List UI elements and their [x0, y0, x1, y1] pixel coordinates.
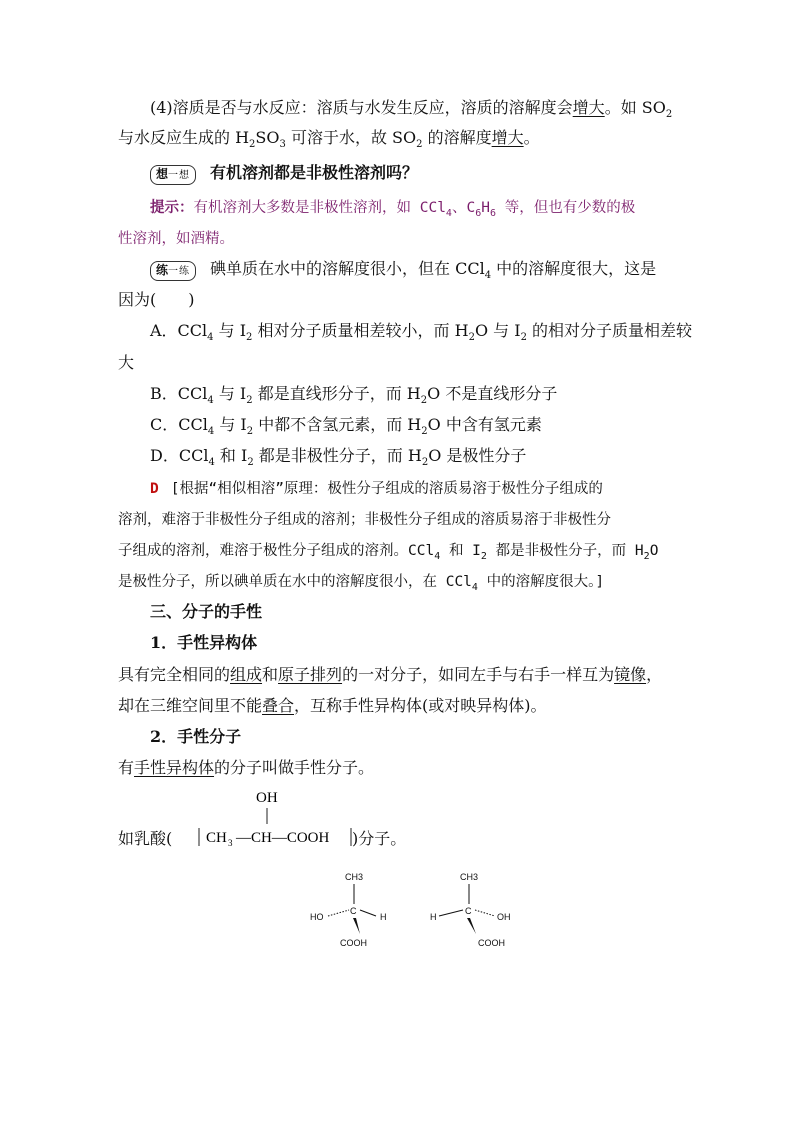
text: 子组成的溶剂，难溶于极性分子组成的溶剂。CCl	[118, 543, 435, 559]
subscript: 2	[246, 426, 254, 438]
text: 。如 SO	[604, 98, 666, 117]
paragraph-4-line1	[150, 97, 672, 119]
text: (4)溶质是否与水反应：溶质与水发生反应，溶质的溶解度会	[150, 98, 573, 117]
subscript: 2	[468, 332, 475, 344]
subscript: 2	[246, 332, 253, 344]
practice-badge	[150, 261, 196, 281]
subscript: 2	[643, 550, 650, 562]
think-badge	[150, 165, 196, 185]
text: 和 I	[214, 446, 248, 465]
option-a-line1	[150, 320, 692, 342]
underlined-term: 增大	[491, 128, 524, 147]
text: 都是非极性分子，而 H	[486, 543, 644, 559]
option-c	[150, 414, 542, 436]
lactic-pre: 如乳酸(	[118, 829, 173, 848]
lactic-acid-formula	[196, 786, 356, 858]
text: 和	[262, 665, 279, 684]
subscript: 4	[434, 550, 441, 562]
text: 碘单质在水中的溶解度很小，但在 CCl	[210, 259, 485, 278]
answer-letter: D	[150, 481, 159, 497]
left-ch3: CH3	[345, 872, 364, 882]
section-heading: 三、分子的手性	[150, 602, 263, 621]
right-oh: OH	[497, 912, 511, 922]
text: 都是非极性分子，而 H	[253, 446, 422, 465]
text: 与 I	[213, 321, 247, 340]
underlined-term: 组成	[230, 665, 263, 684]
text: 的溶解度	[422, 128, 492, 147]
text: 中都不含氢元素，而 H	[253, 415, 422, 434]
text: 。	[523, 128, 540, 147]
subscript: 2	[421, 426, 428, 438]
text: O 与 I	[474, 321, 521, 340]
formula-chain: —CH—COOH	[236, 830, 330, 846]
text: 中的溶解度很大，这是	[491, 259, 657, 278]
right-hashed-bond	[475, 910, 495, 916]
text: 等，但也有少数的极	[495, 200, 636, 216]
text: A．CCl	[150, 321, 208, 340]
left-hashed-bond	[328, 910, 349, 916]
text: 有	[118, 758, 135, 777]
subscript: 6	[489, 207, 496, 219]
text: D．CCl	[150, 446, 209, 465]
left-ho: HO	[310, 912, 324, 922]
chiral-isomer-line1	[118, 664, 662, 686]
badge-key: 想	[156, 167, 169, 181]
left-c: C	[350, 906, 357, 916]
text: 中的溶解度很大。]	[477, 574, 605, 590]
text: 可溶于水，故 SO	[285, 128, 417, 147]
badge-key: 练	[156, 263, 169, 277]
hint-text	[193, 200, 636, 219]
think-question: 有机溶剂都是非极性溶剂吗？	[210, 163, 419, 182]
chiral-isomer-line2	[118, 695, 547, 717]
badge-rest: 一练	[168, 266, 191, 277]
right-wedge-bond	[467, 918, 476, 934]
subsection-2-title: 2．手性分子	[150, 727, 242, 746]
think-question-line	[150, 162, 418, 185]
text: 与 I	[213, 384, 247, 403]
subscript: 2	[520, 332, 527, 344]
chiral-molecule-def	[118, 757, 374, 779]
text: O 不是直线形分子	[427, 384, 558, 403]
underlined-term: 镜像	[614, 665, 647, 684]
text: C．CCl	[150, 415, 208, 434]
option-d	[150, 445, 526, 467]
underlined-term: 叠合	[262, 696, 295, 715]
left-h: H	[380, 912, 387, 922]
text: [根据“相似相溶”原理：极性分子组成的溶质易溶于极性分子组成的	[170, 481, 603, 497]
left-wedge-bond	[353, 918, 360, 934]
explanation-line2: 溶剂，难溶于非极性分子组成的溶剂；非极性分子组成的溶质易溶于非极性分	[118, 512, 611, 528]
explanation-line1	[150, 478, 603, 500]
subscript: 4	[207, 332, 214, 344]
text: 具有完全相同的	[118, 665, 231, 684]
subscript: 4	[207, 395, 214, 407]
badge-rest: 一想	[168, 170, 191, 181]
text: O	[649, 543, 659, 559]
formula-ch: CH	[206, 830, 227, 846]
text: 和 I	[440, 543, 481, 559]
text: H	[481, 200, 490, 216]
left-cooh: COOH	[340, 938, 367, 948]
right-cooh: COOH	[478, 938, 505, 948]
subscript: 2	[416, 139, 423, 151]
paragraph-4-line2	[118, 127, 540, 149]
underlined-term: 原子排列	[278, 665, 343, 684]
underlined-term: 手性异构体	[134, 758, 215, 777]
underlined-term: 增大	[572, 98, 605, 117]
right-bond-h	[439, 910, 463, 916]
explanation-line3	[118, 540, 658, 562]
option-b	[150, 383, 557, 405]
text: SO	[255, 128, 280, 147]
text: 都是直线形分子，而 H	[252, 384, 421, 403]
text: 的一对分子，如同左手与右手一样互为	[342, 665, 615, 684]
text: 的相对分子质量相差较	[526, 321, 693, 340]
hint-line2: 性溶剂，如酒精。	[118, 231, 234, 247]
practice-stem-line2: 因为( )	[118, 290, 195, 309]
subscript: 4	[208, 457, 215, 469]
text: B．CCl	[150, 384, 208, 403]
hint-label: 提示：	[150, 200, 194, 216]
explanation-line4	[118, 571, 604, 593]
text: 相对分子质量相差较小，而 H	[252, 321, 469, 340]
enantiomer-diagrams	[300, 868, 520, 950]
option-a-line2: 大	[118, 353, 135, 372]
text: O 中含有氢元素	[427, 415, 542, 434]
subscript: 2	[246, 395, 253, 407]
right-h: H	[430, 912, 437, 922]
formula-oh: OH	[256, 790, 278, 806]
subscript: 6	[475, 207, 482, 219]
subscript: 4	[207, 426, 215, 438]
subscript: 4	[445, 207, 452, 219]
text: 与 I	[214, 415, 247, 434]
formula-sub3: 3	[228, 838, 233, 848]
text: 是极性分子，所以碘单质在水中的溶解度很小，在 CCl	[118, 574, 472, 590]
subscript: 4	[484, 270, 492, 282]
hint-line1	[150, 197, 635, 219]
text: 、C	[451, 200, 476, 216]
subscript: 4	[471, 581, 478, 593]
practice-stem-line1	[150, 258, 656, 281]
text: 与水反应生成的 H	[118, 128, 250, 147]
subsection-1-title: 1．手性异构体	[150, 633, 258, 652]
subscript: 2	[249, 139, 256, 151]
text: 有机溶剂大多数是非极性溶剂，如 CCl	[193, 200, 446, 216]
left-bond-h	[360, 910, 376, 916]
subscript: 2	[247, 457, 254, 469]
lactic-post: )分子。	[352, 829, 407, 848]
subscript: 2	[480, 550, 487, 562]
subscript: 2	[420, 395, 428, 407]
text: 却在三维空间里不能	[118, 696, 263, 715]
subscript: 3	[279, 139, 286, 151]
right-c: C	[465, 906, 472, 916]
text: ，	[646, 665, 663, 684]
right-ch3: CH3	[460, 872, 479, 882]
subscript: 2	[421, 457, 429, 469]
subscript: 2	[665, 109, 673, 121]
text: 的分子叫做手性分子。	[214, 758, 375, 777]
text: O 是极性分子	[428, 446, 527, 465]
text: ，互称手性异构体(或对映异构体)。	[294, 696, 547, 715]
